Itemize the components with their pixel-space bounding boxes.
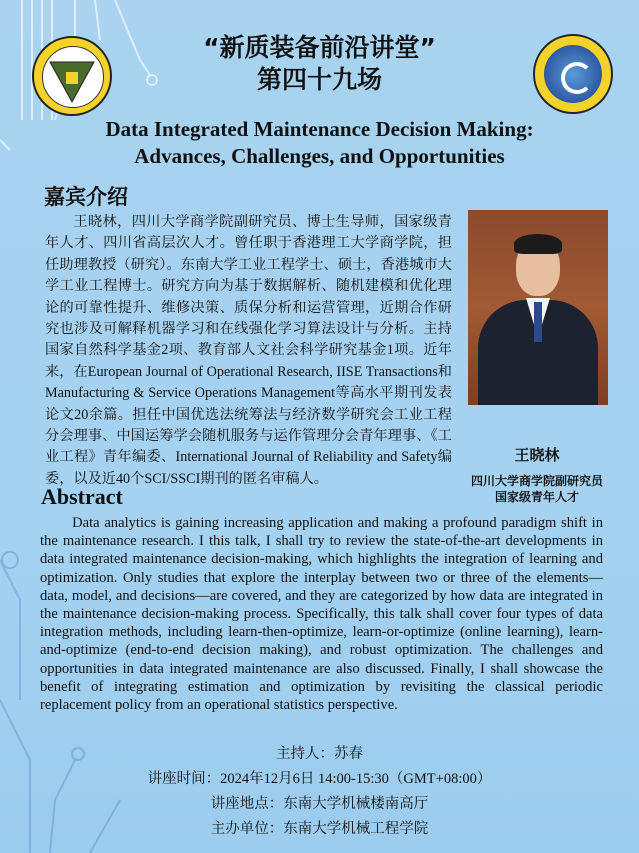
- abstract-text: Data analytics is gaining increasing application and making a profound paradigm shift in the maintenance research. I this talk, I shall try to review the state-of-the-art developments in data integrated maintenance decision-making, which highlights the integration of learning and optimization. Only studies that explore the interplay between two or three of the elements—data, model, and decisions—are covered, and they are categorized by how data are integrated in the maintenance decision-making process. Specifically, this talk shall cover four types of data integration methods, including learn-then-optimize, learn-or-optimize (online learning), learn-and-optimize (end-to-end decision making), and robust optimization. The challenges and opportunities in data integrated maintenance are also discussed. Finally, I shall showcase the benefit of integrating estimation and optimization by revisiting the classical periodic replacement policy from an operational statistics perspective.: [40, 515, 603, 714]
- speaker-photo: [468, 210, 608, 405]
- speaker-name: 王晓林: [514, 446, 560, 464]
- speaker-bio: 王晓林，四川大学商学院副研究员、博士生导师，国家级青年人才、四川省高层次人才。曾任职于香港理工大学商学院，担任助理教授（研究）。东南大学工业工程学士、硕士，香港城市大学工业工程博士。研究方向为基于数据解析、随机建模和优化理论的可靠性提升、维修决策、质保分析和运营管理，近期合作研究也涉及可解释机器学习和在线强化学习算法设计与分析。主持国家自然科学基金2项、教育部人文社会科学研究基金1项。近年来，在European Journal of Operational Research, IISE Transactions和Manufacturing & Service Operations Management等高水平期刊发表论文20余篇。担任中国优选法统筹法与经济数学研究会工业工程分会理事、中国运筹学会随机服务与运作管理分会青年理事、《工业工程》青年编委、International Journal of Reliability and Safety编委，以及近40个SCI/SSCI期刊的匿名审稿人。: [45, 214, 452, 487]
- speaker-title-line2: 国家级青年人才: [494, 490, 579, 504]
- speaker-title-line1: 四川大学商学院副研究员: [470, 474, 603, 488]
- series-title: “新质装备前沿讲堂”: [203, 33, 436, 62]
- lecture-time: 讲座时间：2024年12月6日 14:00-15:30（GMT+08:00）: [147, 771, 492, 787]
- talk-title-line1: Data Integrated Maintenance Decision Making:: [105, 117, 534, 141]
- host: 主持人：苏春: [276, 746, 363, 762]
- lecture-venue: 讲座地点：东南大学机械楼南高厅: [210, 796, 429, 812]
- talk-title-line2: Advances, Challenges, and Opportunities: [134, 144, 505, 168]
- session-number: 第四十九场: [256, 65, 382, 94]
- abstract-heading: Abstract: [41, 484, 123, 509]
- organizer: 主办单位：东南大学机械工程学院: [210, 821, 429, 837]
- speaker-section-heading: 嘉宾介绍: [44, 185, 128, 209]
